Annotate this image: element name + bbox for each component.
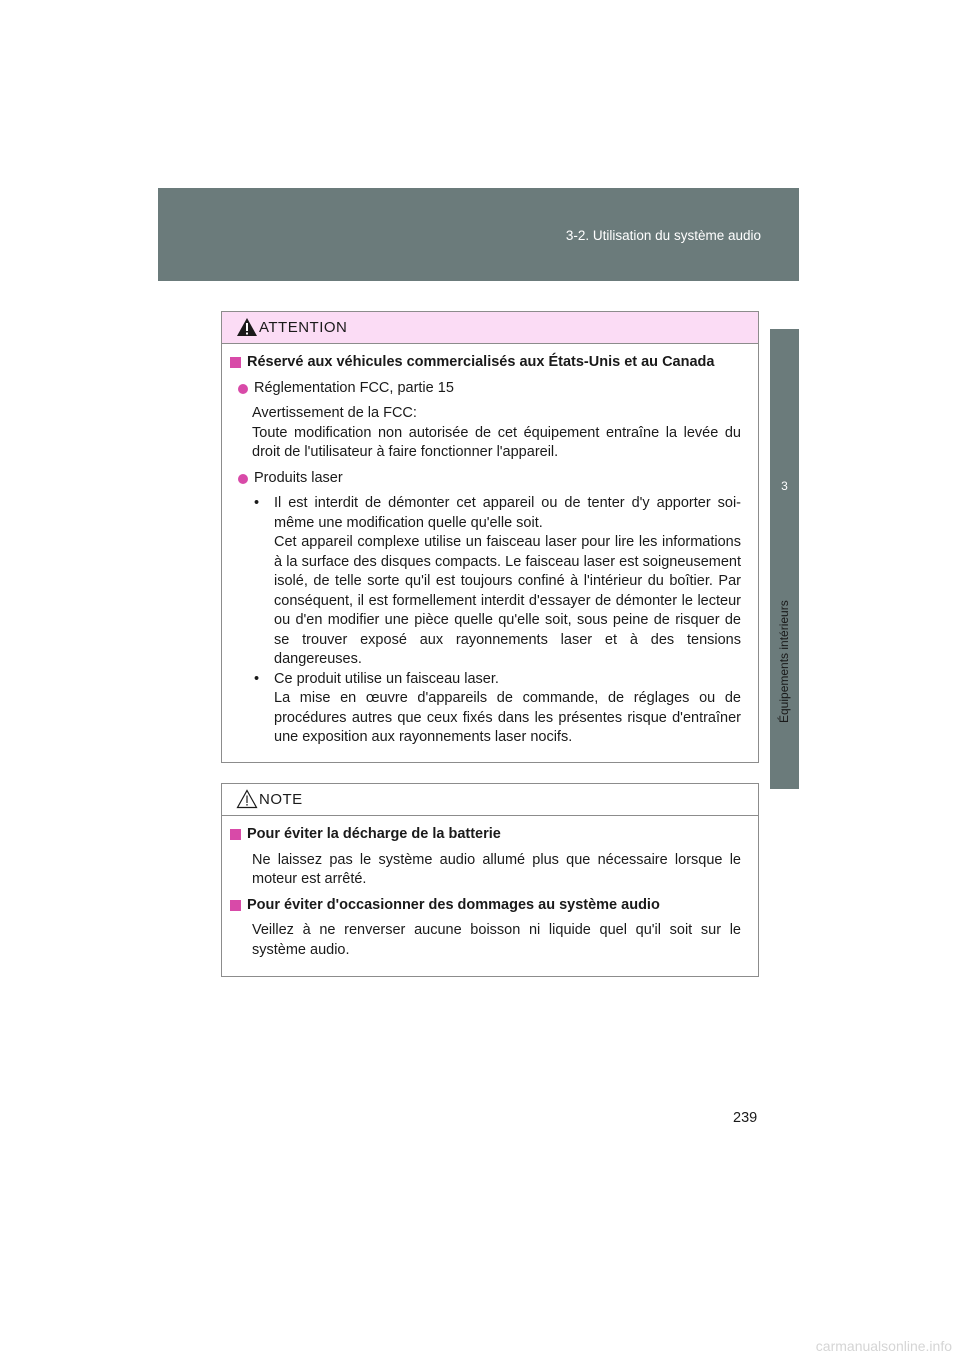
page-number: 239 (733, 1110, 758, 1126)
warning-triangle-icon (236, 317, 258, 337)
chapter-label: Équipements intérieurs (777, 600, 791, 723)
square-bullet-icon (230, 900, 241, 911)
note-header (222, 784, 758, 816)
header-band (158, 188, 799, 281)
fcc-text: Avertissement de la FCC: Toute modification non autorisée de cet équipement entraîne la levée du droit de l'utilisateur à faire fonctionner l'appareil. (252, 405, 741, 460)
note-section-title: Pour éviter la décharge de la batterie (230, 825, 741, 845)
laser-bullet-list (230, 494, 741, 748)
warning-header (222, 312, 758, 344)
warning-section-title: Réservé aux véhicules commercialisés aux États-Unis et au Canada (230, 353, 741, 373)
chapter-number: 3 (781, 479, 788, 493)
circle-bullet-icon (238, 384, 248, 394)
watermark: carmanualsonline.info (815, 1338, 952, 1354)
note-section-title: Pour éviter d'occasionner des dommages au système audio (230, 896, 741, 916)
list-item: • Ce produit utilise un faisceau laser. La mise en œuvre d'appareils de commande, de réglages ou de procédures autres que ceux fixés dans les présentes risque d'entraîner une exposition aux rayonnements laser nocifs. (254, 670, 741, 745)
warning-title: ATTENTION (259, 319, 348, 336)
square-bullet-icon (230, 357, 241, 368)
circle-bullet-icon (238, 474, 248, 484)
note-text: Ne laissez pas le système audio allumé plus que nécessaire lorsque le moteur est arrêté. (252, 851, 741, 887)
list-item: • Il est interdit de démonter cet appareil ou de tenter d'y apporter soi-même une modification quelle qu'elle soit. Cet appareil complexe utilise un faisceau laser pour lire les informations à la surface des disques compacts. Le faisceau laser est soigneusement isolé, de telle sorte qu'il est toujours confiné à l'intérieur du boîtier. Par conséquent, il est formellement interdit d'essayer de démonter le lecteur ou d'en modifier une pièce quelle qu'elle soit, sous peine de risquer de se trouver exposé aux rayonnements laser et à des tensions dangereuses. (254, 495, 741, 667)
sub-heading-fcc: Réglementation FCC, partie 15 (230, 379, 741, 399)
square-bullet-icon (230, 829, 241, 840)
note-title: NOTE (259, 791, 303, 808)
header-title: 3-2. Utilisation du système audio (565, 228, 761, 243)
caution-triangle-icon (236, 789, 258, 809)
note-box (221, 783, 759, 977)
warning-box (221, 311, 759, 763)
note-text: Veillez à ne renverser aucune boisson ni liquide quel qu'il soit sur le système audio. (252, 922, 741, 958)
sub-heading-laser: Produits laser (230, 469, 741, 489)
